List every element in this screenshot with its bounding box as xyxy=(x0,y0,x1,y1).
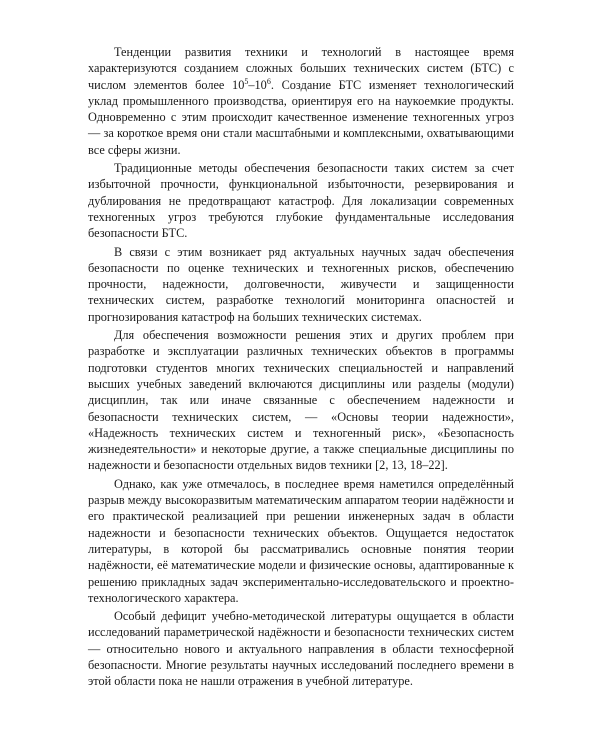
paragraph-2: Традиционные методы обеспечения безопасности таких систем за счет избыточной прочности, функциональной избыточности, резервирования и дублирования не предотвращают катастроф. Для локализации современных техногенных угроз требуются глубокие фундаментальные исследования безопасности БТС. xyxy=(88,161,514,241)
paragraph-1-text-start: Тенденции развития техники и технологий в настоящее время характеризуются созданием сложных больших технических систем (БТС) с числом элементов более 10 xyxy=(88,45,514,92)
paragraph-4: Для обеспечения возможности решения этих и других проблем при разработке и эксплуатации различных технических объектов в программы подготовки студентов многих технических специальностей и направлений высших учебных заведений включаются дисциплины или разделы (модули) дисциплин, так или иначе связанные с обеспечением надежности и безопасности технических систем, — «Основы теории надежности», «Надежность технических систем и техногенный риск», «Безопасность жизнедеятельности» и некоторые другие, а также специальные дисциплины по надежности и безопасности отдельных видов техники [2, 13, 18–22]. xyxy=(88,328,514,473)
paragraph-3: В связи с этим возникает ряд актуальных научных задач обеспечения безопасности по оценке технических и техногенных рисков, обеспечению прочности, надежности, долговечности, живучести и защищенности технических систем, разработке технологий мониторинга опасностей и прогнозирования катастроф на больших технических системах. xyxy=(88,244,514,324)
paragraph-6: Особый дефицит учебно-методической литературы ощущается в области исследований параметрической надёжности и безопасности технических систем — относительно нового и актуального направления в области техносферной безопасности. Многие результаты научных исследований последнего времени в этой области пока не нашли отражения в учебной литературе. xyxy=(88,609,514,689)
paragraph-1 xyxy=(88,44,514,158)
range-dash: –10 xyxy=(248,77,267,92)
exponent-6: 6 xyxy=(266,76,271,86)
paragraph-1-text-end: . Создание БТС изменяет технологический уклад промышленного производства, ориентируя его на наукоемкие продукты. Одновременно с этим происходит качественное изменение техногенных угроз — за короткое время они стали масштабными и комплексными, охватывающими все сферы жизни. xyxy=(88,77,514,157)
exponent-5: 5 xyxy=(244,76,249,86)
paragraph-5: Однако, как уже отмечалось, в последнее время наметился определённый разрыв между высокоразвитым математическим аппаратом теории надёжности и его практической реализацией при решении инженерных задач в области надежности и безопасности технических объектов. Ощущается недостаток литературы, в которой бы рассматривались основные понятия теории надёжности, её математические модели и физические основы, адаптированные к решению прикладных задач экспериментально-исследовательского и проектно-технологического характера. xyxy=(88,476,514,605)
body-text xyxy=(88,44,514,692)
